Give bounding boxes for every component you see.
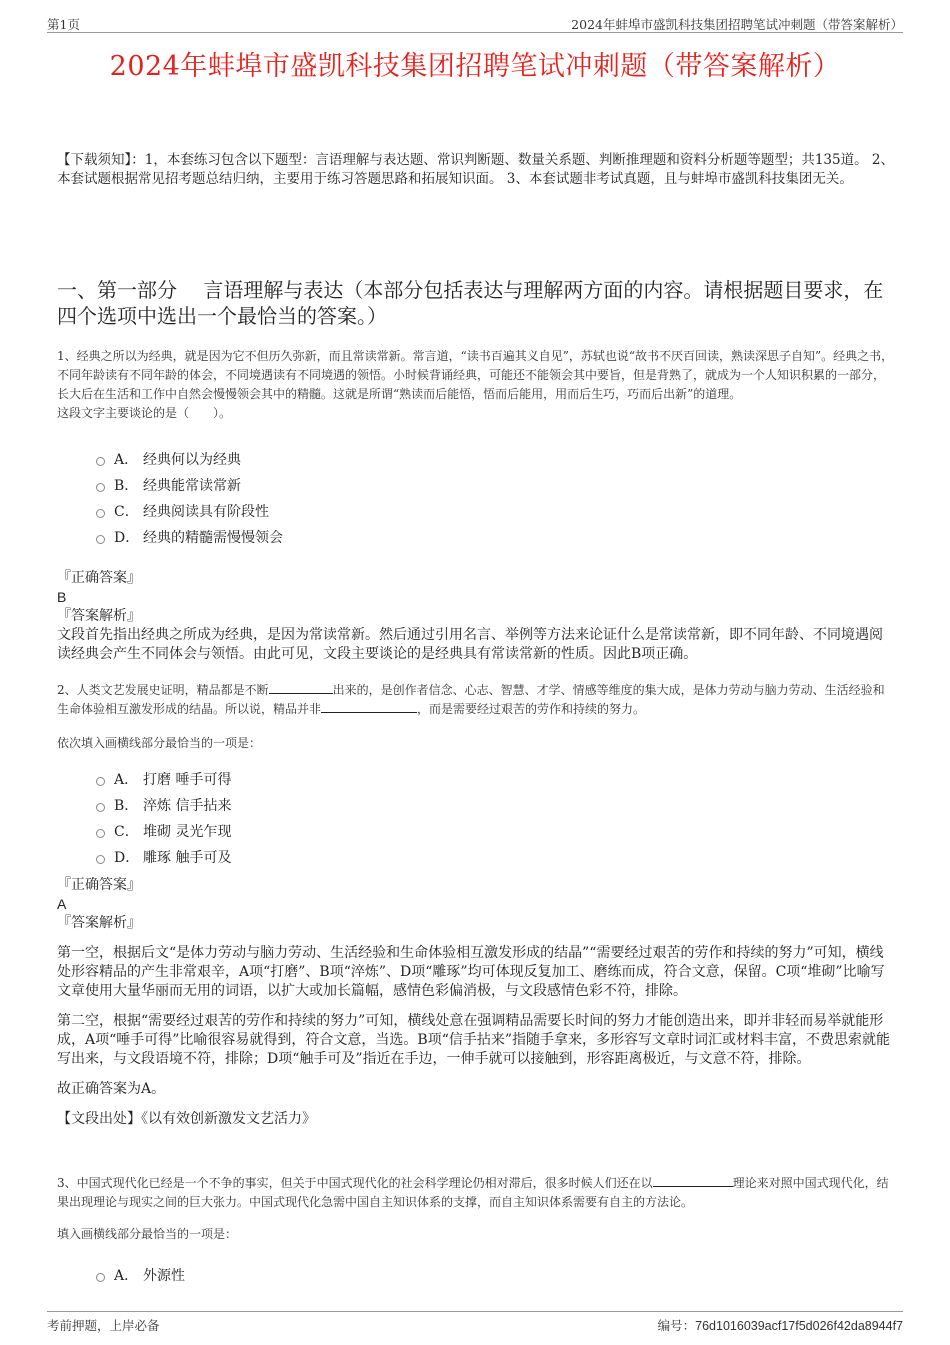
question-1 xyxy=(57,347,895,423)
answer-label: 『正确答案』 xyxy=(57,877,141,893)
footer-slogan: 考前押题，上岸必备 xyxy=(47,1318,160,1333)
option-b[interactable]: B． 经典能常读常新 xyxy=(96,472,283,498)
question-3-text: 3、中国式现代化已经是一个不争的事实，但关于中国式现代化的社会科学理论仍相对滞后，很多时候人们还在以 理论来对照中国式现代化，结果出现理论与现实之间的巨大张力。中国式现代化急需中国自主知识体系的支撑，而自主知识体系需要有自主的方法论。 xyxy=(57,1176,889,1209)
analysis-text: 文段首先指出经典之所成为经典，是因为常读常新。然后通过引用名言、举例等方法来论证什么是常读常新，即不同年龄、不同境遇阅读经典会产生不同体会与领悟。由此可见，文段主要谈论的是经典具有常读常新的性质。因此B项正确。 xyxy=(57,627,883,662)
source-citation: 【文段出处】《以有效创新激发文艺活力》 xyxy=(57,1111,316,1127)
header-doc-title: 2024年蚌埠市盛凯科技集团招聘笔试冲刺题（带答案解析） xyxy=(571,17,903,32)
question-1-prompt: 这段文字主要谈论的是（ ）。 xyxy=(57,406,232,420)
footer-code: 编号：76d1016039acf17f5d026f42da8944f7 xyxy=(657,1318,903,1333)
radio-icon[interactable] xyxy=(96,777,105,786)
question-3-prompt: 填入画横线部分最恰当的一项是： xyxy=(57,1227,238,1241)
option-a[interactable]: A． 打磨 唾手可得 xyxy=(96,766,231,792)
option-d[interactable]: D． 雕琢 触手可及 xyxy=(96,844,231,870)
question-2 xyxy=(57,681,895,753)
radio-icon[interactable] xyxy=(96,535,105,544)
question-2-options xyxy=(96,766,231,870)
radio-icon[interactable] xyxy=(96,509,105,518)
question-3-options xyxy=(96,1262,185,1288)
answer-label: 『正确答案』 xyxy=(57,570,141,586)
radio-icon[interactable] xyxy=(96,855,105,864)
blank-1 xyxy=(269,681,333,694)
analysis-conclusion: 故正确答案为A。 xyxy=(57,1081,166,1097)
option-c[interactable]: C． 经典阅读具有阶段性 xyxy=(96,498,283,524)
analysis-text-2: 第二空，根据“需要经过艰苦的劳作和持续的努力”可知，横线处意在强调精品需要长时间的努力才能创造出来，即并非轻而易举就能形成，A项“唾手可得”比喻很容易就得到，符合文意，当选。B项“信手拈来”指随手拿来，多形容写文章时词汇或材料丰富，不费思索就能写出来，与文段语境不符，排除；D项“触手可及”指近在手边，一伸手就可以接触到，形容距离极近，与文意不符，排除。 xyxy=(57,1013,891,1067)
question-3 xyxy=(57,1174,895,1244)
blank-1 xyxy=(653,1174,733,1187)
download-notice: 【下载须知】：1，本套练习包含以下题型：言语理解与表达题、常识判断题、数量关系题、判断推理题和资料分析题等题型；共135道。 2、本套试题根据常见招考题总结归纳，主要用于练习答题思路和拓展知识面。 3、本套试题非考试真题，且与蚌埠市盛凯科技集团无关。 xyxy=(57,152,894,187)
analysis-text-1: 第一空，根据后文“是体力劳动与脑力劳动、生活经验和生命体验相互激发形成的结晶”“需要经过艰苦的劳作和持续的努力”可知，横线处形容精品的产生非常艰辛，A项“打磨”、B项“淬炼”、D项“雕琢”均可体现反复加工、磨练而成，符合文意，保留。C项“堆砌”比喻写文章使用大量华丽而无用的词语，以扩大或加长篇幅，感情色彩偏消极，与文段感情色彩不符，排除。 xyxy=(57,945,885,999)
radio-icon[interactable] xyxy=(96,457,105,466)
analysis-label: 『答案解析』 xyxy=(57,915,141,931)
question-1-options xyxy=(96,446,283,550)
radio-icon[interactable] xyxy=(96,483,105,492)
analysis-label: 『答案解析』 xyxy=(57,608,141,624)
option-b[interactable]: B． 淬炼 信手拈来 xyxy=(96,792,231,818)
radio-icon[interactable] xyxy=(96,829,105,838)
question-2-text: 2、人类文艺发展史证明，精品都是不断 出来的，是创作者信念、心志、智慧、才学、情感等维度的集大成，是体力劳动与脑力劳动、生活经验和生命体验相互激发形成的结晶。所以说，精品并非 ，而是需要经过艰苦的劳作和持续的努力。 xyxy=(57,683,885,716)
question-1-answer-block xyxy=(57,569,895,664)
question-1-text: 1、经典之所以为经典，就是因为它不但历久弥新，而且常读常新。常言道，“读书百遍其义自见”，苏轼也说“故书不厌百回读，熟读深思子自知”。经典之书，不同年龄读有不同年龄的体会，不同境遇读有不同境遇的领悟。小时候背诵经典，可能还不能领会其中要旨，但是背熟了，就成为一个人知识积累的一部分，长大后在生活和工作中自然会慢慢领会其中的精髓。这就是所谓“熟读而后能悟，悟而后能用，用而后生巧，巧而后出新”的道理。 xyxy=(57,349,894,401)
option-c[interactable]: C． 堆砌 灵光乍现 xyxy=(96,818,231,844)
question-2-answer-block xyxy=(57,876,895,1129)
option-a[interactable]: A． 外源性 xyxy=(96,1262,185,1288)
question-2-prompt: 依次填入画横线部分最恰当的一项是： xyxy=(57,736,262,750)
section-title: 一、第一部分 言语理解与表达（本部分包括表达与理解两方面的内容。请根据题目要求，在四个选项中选出一个最恰当的答案。） xyxy=(57,278,884,328)
blank-2 xyxy=(321,700,417,713)
answer-value: B xyxy=(57,589,67,605)
answer-value: A xyxy=(57,896,67,912)
page-number: 第1页 xyxy=(47,17,80,32)
document-title: 2024年蚌埠市盛凯科技集团招聘笔试冲刺题（带答案解析） xyxy=(109,51,841,82)
page-header xyxy=(47,12,903,33)
option-d[interactable]: D． 经典的精髓需慢慢领会 xyxy=(96,524,283,550)
page-footer xyxy=(47,1311,903,1336)
radio-icon[interactable] xyxy=(96,803,105,812)
radio-icon[interactable] xyxy=(96,1273,105,1282)
option-a[interactable]: A． 经典何以为经典 xyxy=(96,446,283,472)
